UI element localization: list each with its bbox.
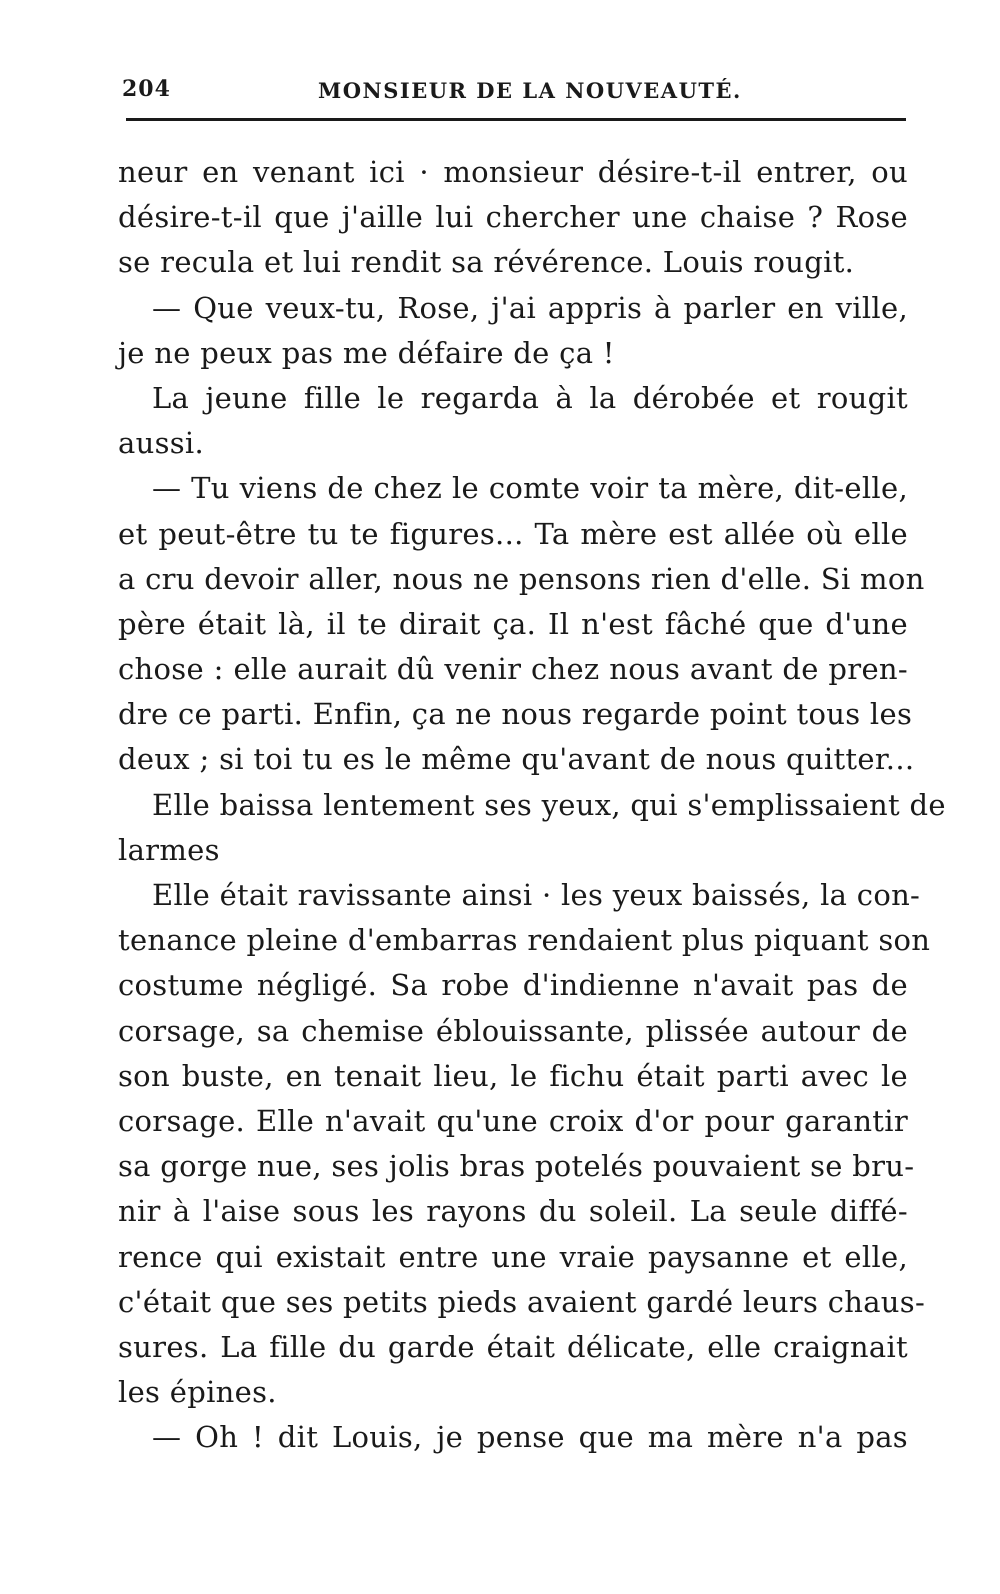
text-line: chose : elle aurait dû venir chez nous avant de pren- [118,652,908,687]
text-line: sures. La fille du garde était délicate, elle craignait [118,1329,908,1364]
text-line: dre ce parti. Enfin, ça ne nous regarde point tous les [118,697,913,732]
text-line: larmes [118,832,220,867]
text-line: Elle baissa lentement ses yeux, qui s'emplissaient de [152,787,946,822]
text-line: son buste, en tenait lieu, le fichu était parti avec le [118,1058,908,1093]
text-line: costume négligé. Sa robe d'indienne n'avait pas de [118,968,908,1003]
text-line: deux ; si toi tu es le même qu'avant de nous quitter... [118,742,915,777]
text-line: — Tu viens de chez le comte voir ta mère, dit-elle, [152,471,908,506]
text-line: père était là, il te dirait ça. Il n'est fâché que d'une [118,606,908,641]
text-line: La jeune fille le regarda à la dérobée et rougit [152,380,908,415]
text-line: corsage. Elle n'avait qu'une croix d'or pour garantir [118,1103,908,1138]
book-page [118,70,946,1455]
text-line: je ne peux pas me défaire de ça ! [118,335,615,370]
running-title: MONSIEUR DE LA NOUVEAUTÉ. [318,78,742,103]
text-line: se recula et lui rendit sa révérence. Louis rougit. [118,245,855,280]
text-line: corsage, sa chemise éblouissante, plissée autour de [118,1013,908,1048]
text-line: désire-t-il que j'aille lui chercher une chaise ? Rose [118,200,908,235]
text-line: — Oh ! dit Louis, je pense que ma mère n'a pas [152,1420,908,1455]
text-line: a cru devoir aller, nous ne pensons rien d'elle. Si mon [118,561,925,596]
text-line: tenance pleine d'embarras rendaient plus piquant son [118,923,931,958]
text-line: et peut-être tu te figures... Ta mère est allée où elle [118,516,908,551]
text-line: — Que veux-tu, Rose, j'ai appris à parler en ville, [152,290,908,325]
text-line: rence qui existait entre une vraie paysanne et elle, [118,1239,908,1274]
text-line: c'était que ses petits pieds avaient gardé leurs chaus- [118,1284,926,1319]
text-line: sa gorge nue, ses jolis bras potelés pouvaient se bru- [118,1149,915,1184]
page-number: 204 [122,76,171,102]
body-text [118,150,946,1460]
running-header [118,70,908,116]
text-line: aussi. [118,426,205,461]
text-line: les épines. [118,1375,277,1410]
header-rule [126,118,906,121]
text-line: nir à l'aise sous les rayons du soleil. La seule diffé- [118,1194,908,1229]
text-line: Elle était ravissante ainsi · les yeux baissés, la con- [152,878,921,912]
text-line: neur en venant ici · monsieur désire-t-il entrer, ou [118,155,908,189]
